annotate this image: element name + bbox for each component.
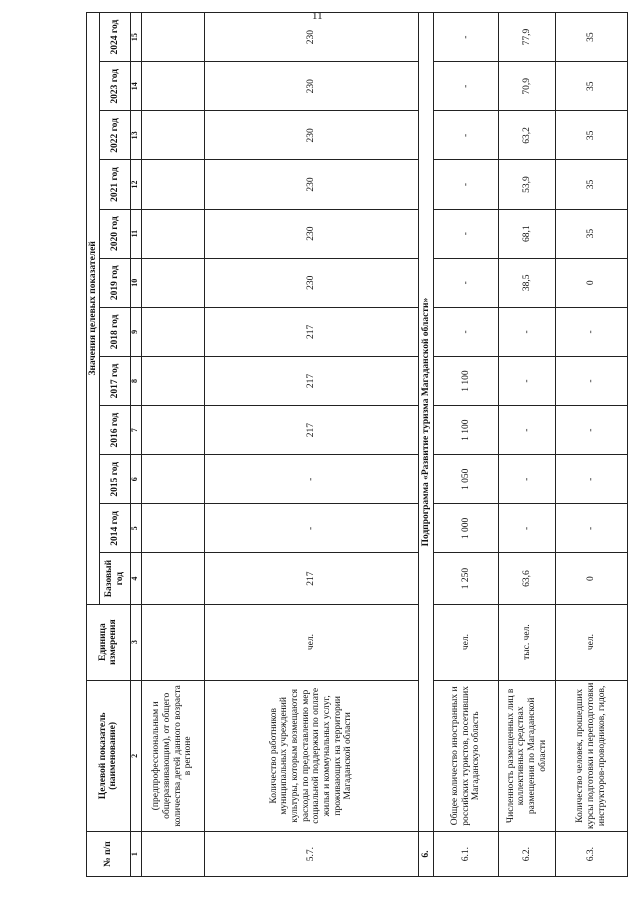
section-title: Подпрограмма «Развитие туризма Магаданской области»	[418, 13, 433, 832]
header-base-year: Базовый год	[100, 553, 130, 604]
row-value: 0	[555, 258, 627, 307]
row-value: 68,1	[499, 209, 556, 258]
table-row	[555, 13, 627, 877]
row-value: 1 000	[434, 504, 499, 553]
row-num: 6.2.	[499, 832, 556, 877]
row-value: 230	[204, 13, 418, 62]
row-value: -	[434, 111, 499, 160]
row-value: 38,5	[499, 258, 556, 307]
row-value: -	[499, 504, 556, 553]
row-value: 77,9	[499, 13, 556, 62]
row-value: 0	[555, 553, 627, 604]
row-value: -	[434, 258, 499, 307]
row-value: -	[555, 356, 627, 405]
column-number: 1	[130, 832, 141, 877]
column-number: 11	[130, 209, 141, 258]
row-unit: чел.	[204, 604, 418, 680]
row-value: 70,9	[499, 62, 556, 111]
column-number: 7	[130, 406, 141, 455]
header-values-group: Значения целевых показателей	[87, 13, 100, 605]
row-unit: тыс. чел.	[499, 604, 556, 680]
row-value: -	[434, 209, 499, 258]
column-number: 9	[130, 307, 141, 356]
row-value: -	[434, 13, 499, 62]
column-number: 13	[130, 111, 141, 160]
row-value: -	[499, 307, 556, 356]
row-value	[141, 209, 204, 258]
table-row	[204, 13, 418, 877]
row-value: -	[499, 455, 556, 504]
row-num: 6.3.	[555, 832, 627, 877]
row-value: 1 100	[434, 356, 499, 405]
row-value: 230	[204, 62, 418, 111]
row-indicator-name: Численность размещенных лиц в коллективных средствах размещения по Магаданской области	[499, 680, 556, 832]
header-year: 2021 год	[100, 160, 130, 209]
row-value: -	[204, 455, 418, 504]
row-value: 217	[204, 553, 418, 604]
header-year: 2017 год	[100, 356, 130, 405]
column-number: 2	[130, 680, 141, 832]
header-year: 2014 год	[100, 504, 130, 553]
row-value: -	[499, 356, 556, 405]
row-unit: чел.	[434, 604, 499, 680]
row-value	[141, 406, 204, 455]
column-number: 6	[130, 455, 141, 504]
row-indicator-name: (предпрофессиональным и общеразвивающим), от общего количества детей данного возраста в регионе	[141, 680, 204, 832]
row-num: 5.7.	[204, 832, 418, 877]
row-value: -	[499, 406, 556, 455]
header-year: 2023 год	[100, 62, 130, 111]
row-value: 35	[555, 160, 627, 209]
row-value: -	[555, 307, 627, 356]
row-value: 35	[555, 13, 627, 62]
header-year: 2019 год	[100, 258, 130, 307]
row-value: 53,9	[499, 160, 556, 209]
row-unit	[141, 604, 204, 680]
column-number: 15	[130, 13, 141, 62]
row-value: 217	[204, 356, 418, 405]
row-value: 63,6	[499, 553, 556, 604]
row-value: -	[434, 160, 499, 209]
column-number: 14	[130, 62, 141, 111]
row-value: 63,2	[499, 111, 556, 160]
row-value: 1 250	[434, 553, 499, 604]
target-indicators-table	[86, 12, 628, 877]
column-number: 10	[130, 258, 141, 307]
row-num	[141, 832, 204, 877]
header-year: 2016 год	[100, 406, 130, 455]
section-num: 6.	[418, 832, 433, 877]
row-indicator-name: Количество человек, прошедших курсы подготовки и переподготовки инструкторов-проводников, гидов,	[555, 680, 627, 832]
row-value: 230	[204, 160, 418, 209]
row-indicator-name: Общее количество иностранных и российских туристов, посетивших Магаданскую область	[434, 680, 499, 832]
row-value: 217	[204, 307, 418, 356]
column-number: 8	[130, 356, 141, 405]
row-unit: чел.	[555, 604, 627, 680]
row-value: 230	[204, 209, 418, 258]
row-value	[141, 553, 204, 604]
row-value: -	[434, 62, 499, 111]
row-value	[141, 455, 204, 504]
row-value: -	[555, 406, 627, 455]
header-unit: Единица измерения	[87, 604, 131, 680]
table-row	[434, 13, 499, 877]
row-value	[141, 111, 204, 160]
row-value	[141, 307, 204, 356]
header-year: 2020 год	[100, 209, 130, 258]
header-num: № п/п	[87, 832, 131, 877]
row-value: -	[204, 504, 418, 553]
table-row	[499, 13, 556, 877]
row-indicator-name: Количество работников муниципальных учреждений культуры, которым возмещаются расходы по предоставлению мер социальной поддержки по оплате жилья и коммунальных услуг, проживающих на территории Магаданской области	[204, 680, 418, 832]
row-num: 6.1.	[434, 832, 499, 877]
row-value	[141, 504, 204, 553]
column-number: 4	[130, 553, 141, 604]
header-year: 2022 год	[100, 111, 130, 160]
row-value: 1 100	[434, 406, 499, 455]
row-value	[141, 356, 204, 405]
row-value: -	[434, 307, 499, 356]
row-value: 1 050	[434, 455, 499, 504]
header-year: 2024 год	[100, 13, 130, 62]
header-year: 2015 год	[100, 455, 130, 504]
section-row	[418, 13, 433, 877]
column-number: 5	[130, 504, 141, 553]
row-value	[141, 160, 204, 209]
row-value: 35	[555, 111, 627, 160]
page-number: 11	[312, 10, 323, 22]
row-value	[141, 62, 204, 111]
header-indicator: Целевой показатель (наименование)	[87, 680, 131, 832]
row-value: 35	[555, 62, 627, 111]
row-value: 35	[555, 209, 627, 258]
table-row	[141, 13, 204, 877]
row-value: -	[555, 455, 627, 504]
header-year: 2018 год	[100, 307, 130, 356]
column-number: 3	[130, 604, 141, 680]
row-value	[141, 13, 204, 62]
row-value: 230	[204, 111, 418, 160]
column-number: 12	[130, 160, 141, 209]
row-value: -	[555, 504, 627, 553]
row-value: 230	[204, 258, 418, 307]
row-value	[141, 258, 204, 307]
rotated-table-wrapper	[86, 12, 628, 877]
row-value: 217	[204, 406, 418, 455]
